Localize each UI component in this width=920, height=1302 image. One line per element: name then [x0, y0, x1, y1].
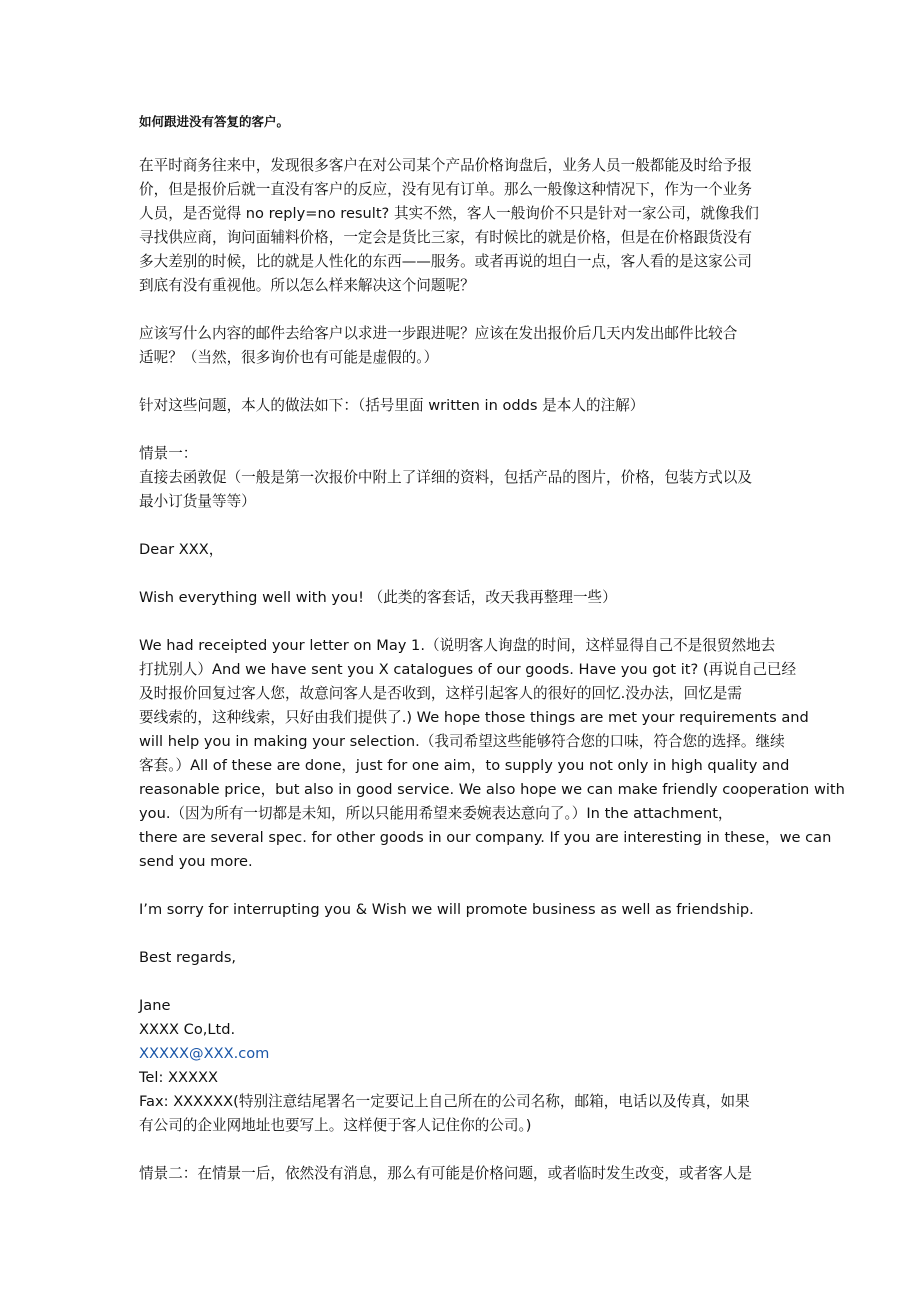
intro-line: 人员，是否觉得 no reply=no result? 其实不然，客人一般询价不只是针对一家公司，就像我们	[139, 205, 759, 222]
greeting	[139, 538, 799, 562]
letter-body	[139, 634, 845, 874]
body-line: reasonable price，but also in good service. We also hope we can make friendly cooperation with	[139, 781, 845, 798]
method-paragraph	[139, 394, 799, 418]
closing-line: I’m sorry for interrupting you & Wish we will promote business as well as friendship.	[139, 901, 754, 918]
question-paragraph	[139, 322, 799, 370]
closing-paragraph	[139, 898, 799, 922]
scene1-desc-line: 最小订货量等等）	[139, 493, 256, 510]
intro-line: 价，但是报价后就一直没有客户的反应，没有见有订单。那么一般像这种情况下，作为一个业务	[139, 181, 752, 198]
document-page	[139, 112, 845, 1186]
intro-paragraph	[139, 154, 799, 298]
body-line: 打扰别人）And we have sent you X catalogues of our goods. Have you got it? (再说自己已经	[139, 661, 797, 678]
signature-tel: Tel: XXXXX	[139, 1069, 219, 1086]
scene1-label: 情景一：	[139, 445, 198, 462]
signature-email-link[interactable]: XXXXX@XXX.com	[139, 1045, 270, 1062]
body-line: send you more.	[139, 853, 253, 870]
regards	[139, 946, 799, 970]
body-line: We had receipted your letter on May 1.（说明客人询盘的时间，这样显得自己不是很贸然地去	[139, 637, 776, 654]
question-line: 应该写什么内容的邮件去给客户以求进一步跟进呢？应该在发出报价后几天内发出邮件比较合	[139, 325, 738, 342]
regards-line: Best regards,	[139, 949, 237, 966]
intro-line: 在平时商务往来中，发现很多客户在对公司某个产品价格询盘后，业务人员一般都能及时给予报	[139, 157, 752, 174]
scene1-desc-line: 直接去函敦促（一般是第一次报价中附上了详细的资料，包括产品的图片，价格，包装方式以及	[139, 469, 752, 486]
body-line: you.（因为所有一切都是未知，所以只能用希望来委婉表达意向了。）In the attachment，	[139, 805, 733, 822]
greeting-line: Dear XXX，	[139, 541, 224, 558]
method-line: 针对这些问题，本人的做法如下：（括号里面 written in odds 是本人的注解）	[139, 397, 645, 414]
scene1-paragraph	[139, 442, 799, 514]
wish-line: Wish everything well with you! （此类的客套话，改天我再整理一些）	[139, 589, 617, 606]
signature-block	[139, 994, 799, 1138]
doc-title: 如何跟进没有答复的客户。	[139, 114, 290, 129]
signature-fax-line: Fax: XXXXXX(特别注意结尾署名一定要记上自己所在的公司名称，邮箱，电话以及传真，如果	[139, 1093, 750, 1110]
wish-paragraph	[139, 586, 799, 610]
body-line: 及时报价回复过客人您，故意问客人是否收到，这样引起客人的很好的回忆.没办法，回忆是需	[139, 685, 742, 702]
body-line: there are several spec. for other goods in our company. If you are interesting in these，we can	[139, 829, 832, 846]
scene2-line: 情景二：在情景一后，依然没有消息，那么有可能是价格问题，或者临时发生改变，或者客人是	[139, 1165, 752, 1182]
intro-line: 多大差别的时候，比的就是人性化的东西——服务。或者再说的坦白一点，客人看的是这家公司	[139, 253, 752, 270]
intro-line: 寻找供应商，询问面辅料价格，一定会是货比三家，有时候比的就是价格，但是在价格跟货没有	[139, 229, 752, 246]
signature-name: Jane	[139, 997, 171, 1014]
signature-fax-line: 有公司的企业网地址也要写上。这样便于客人记住你的公司。)	[139, 1117, 532, 1134]
scene2-paragraph	[139, 1162, 799, 1186]
body-line: will help you in making your selection.（我司希望这些能够符合您的口味，符合您的选择。继续	[139, 733, 785, 750]
body-line: 客套。）All of these are done，just for one aim，to supply you not only in high quality and	[139, 757, 790, 774]
question-line: 适呢？（当然，很多询价也有可能是虚假的。）	[139, 349, 439, 366]
intro-line: 到底有没有重视他。所以怎么样来解决这个问题呢？	[139, 277, 475, 294]
signature-company: XXXX Co,Ltd.	[139, 1021, 236, 1038]
body-line: 要线索的，这种线索，只好由我们提供了.) We hope those things are met your requirements and	[139, 709, 809, 726]
